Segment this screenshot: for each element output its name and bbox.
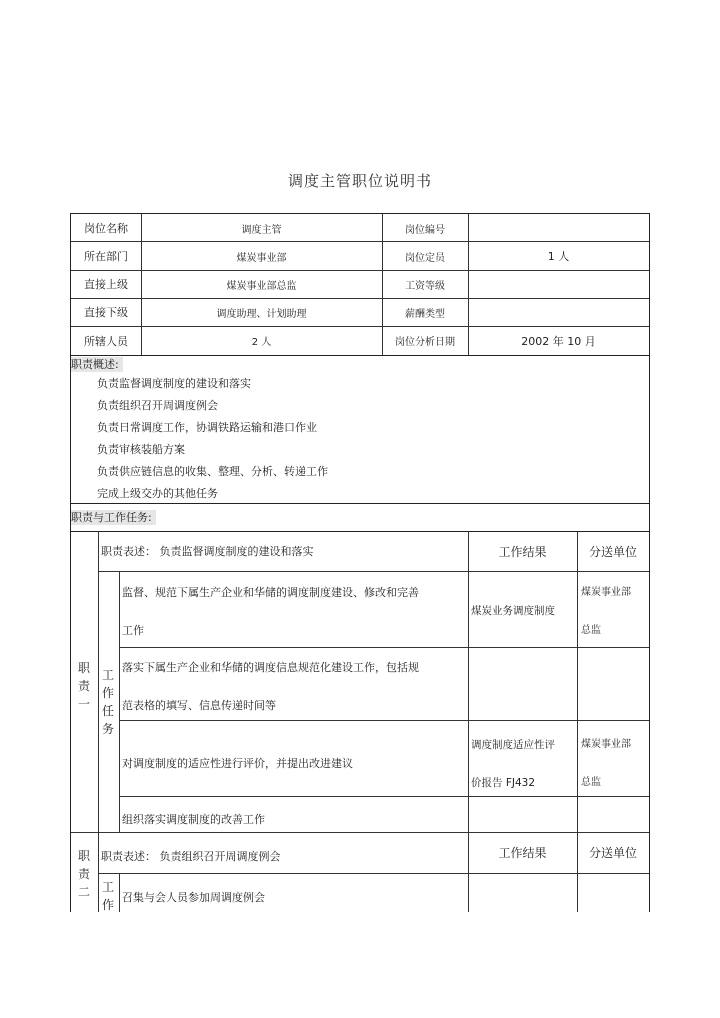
duty-one-result-header: 工作结果 [498, 544, 547, 559]
task-dept: 煤炭事业部 [581, 587, 631, 598]
duty-two-label: 职 责 二 [77, 849, 90, 899]
task-text: 组织落实调度制度的改善工作 [122, 813, 265, 826]
overview-heading: 职责概述: [71, 357, 123, 372]
document-title: 调度主管职位说明书 [287, 172, 432, 190]
overview-item: 负责供应链信息的收集、整理、分析、转递工作 [97, 465, 328, 478]
label-direct-superior: 直接上级 [84, 278, 128, 291]
label-pay-type: 薪酬类型 [405, 308, 445, 320]
value-headcount: 1 人 [547, 250, 570, 263]
overview-item: 负责日常调度工作，协调铁路运输和港口作业 [97, 421, 317, 434]
task-result: 价报告 FJ432 [471, 777, 536, 789]
overview-item: 负责监督调度制度的建设和落实 [97, 377, 251, 390]
task-dept: 总监 [581, 777, 601, 788]
task-result: 调度制度适应性评 [471, 739, 555, 751]
value-pay-type [468, 298, 649, 326]
value-staff-managed: 2 人 [251, 337, 272, 348]
value-direct-subordinate: 调度助理、计划助理 [216, 308, 307, 320]
duty-one-statement: 职责表述： 负责监督调度制度的建设和落实 [101, 545, 314, 558]
task-text: 对调度制度的适应性进行评价，并提出改进建议 [122, 757, 353, 770]
value-analysis-date: 2002 年 10 月 [521, 334, 596, 348]
duty-one-label: 职 责 一 [77, 661, 90, 711]
duty-two-result-header: 工作结果 [498, 846, 547, 860]
task-dept: 总监 [581, 625, 601, 636]
task-text: 工作 [122, 624, 144, 637]
label-position-code: 岗位编号 [405, 224, 445, 236]
duties-heading: 职责与工作任务: [71, 510, 156, 525]
value-salary-grade [468, 270, 649, 298]
task-text: 监督、规范下属生产企业和华储的调度制度建设、修改和完善 [122, 586, 419, 599]
label-position-name: 岗位名称 [84, 222, 128, 235]
label-headcount: 岗位定员 [405, 252, 445, 264]
duty-one-task-label: 工 作 任 务 [101, 668, 114, 736]
overview-item: 负责审核装船方案 [97, 443, 185, 456]
duty-two-dept-header: 分送单位 [588, 846, 637, 860]
task-text: 落实下属生产企业和华储的调度信息规范化建设工作，包括规 [122, 661, 419, 674]
duty-one-dept-header: 分送单位 [588, 544, 637, 559]
overview-item: 负责组织召开周调度例会 [97, 399, 218, 412]
duty-two-task-label: 工 作 [101, 880, 114, 912]
job-description-table [70, 213, 650, 912]
value-department: 煤炭事业部 [236, 252, 287, 264]
label-department: 所在部门 [84, 250, 128, 263]
label-analysis-date: 岗位分析日期 [395, 337, 455, 348]
task-result: 煤炭业务调度制度 [471, 605, 555, 617]
value-direct-superior: 煤炭事业部总监 [226, 280, 297, 292]
value-position-code [468, 214, 649, 242]
task-text: 范表格的填写、信息传递时间等 [122, 699, 276, 712]
value-position-name: 调度主管 [241, 224, 282, 236]
label-staff-managed: 所辖人员 [84, 334, 128, 348]
task-text: 召集与会人员参加周调度例会 [122, 891, 265, 904]
label-direct-subordinate: 直接下级 [84, 306, 128, 319]
duty-two-statement: 职责表述： 负责组织召开周调度例会 [101, 850, 281, 863]
label-salary-grade: 工资等级 [405, 280, 445, 292]
overview-item: 完成上级交办的其他任务 [97, 487, 218, 500]
task-dept: 煤炭事业部 [581, 739, 631, 750]
